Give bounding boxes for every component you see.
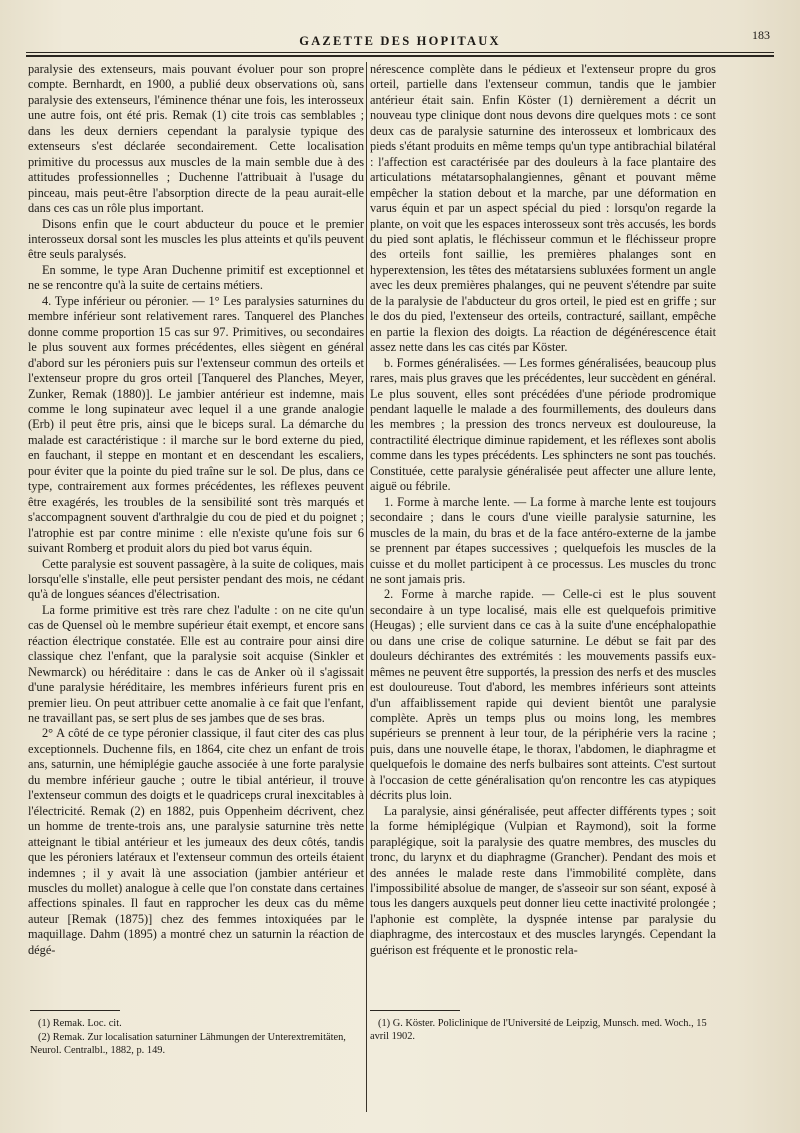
- paragraph: nérescence complète dans le pédieux et l'extenseur propre du gros orteil, partielle dans l'extenseur commun, tandis que le jambier antérieur était sain. Enfin Köster (1) dernièrement a décrit un nouveau type clinique dont nous devons dire quelques mots : ce sont deux cas de paralysie saturnine des interosseux et lombricaux des pieds s'étant produits en même temps qu'un type antibrachial bilatéral : l'affection est caractérisée par des douleurs à la face plantaire des articulations métatarsophalangiennes, gênant et pouvant même empêcher la station debout et la marche, par une déformation en varus équin et par un aspect spécial du pied : lorsqu'on regarde la plante, on voit que les espaces interosseux sont très accusés, les bords du pied sont aplatis, le fléchisseur commun et le fléchisseur propre des orteils font saillie, les premières phalanges sont en hyperextension, les têtes des métatarsiens subluxées forment un angle avec les deux premières phalanges, qui ne peuvent s'étendre par suite de la paralysie de l'abducteur du gros orteil, le pied est en griffe ; sur le dos du pied, l'extenseur des orteils, contracturé, saillant, empêche en partie la flexion des doigts. La réaction de dégénérescence était assez nette dans les cas cités par Köster.: [370, 62, 716, 355]
- paragraph: La forme primitive est très rare chez l'adulte : on ne cite qu'un cas de Quensel où le membre supérieur était exempt, et encore sans réaction électrique constatée. Elle est au contraire pour ainsi dire classique chez l'enfant, que la paralysie soit acquise (Sinkler et Newmarck) ou héréditaire : dans le cas de Anker où il s'agissait d'une paralysie héréditaire, les membres inférieurs furent pris en premier lieu. On peut attribuer cette anomalie à ce fait que l'enfant, ne travaillant pas, se sert plus de ses jambes que de ses bras.: [28, 602, 364, 726]
- footnotes-right: [370, 1010, 720, 1044]
- footnote: (2) Remak. Zur localisation saturniner Lähmungen der Unterextremitäten, Neurol. Centralbl., 1882, p. 149.: [30, 1032, 346, 1056]
- paragraph: La paralysie, ainsi généralisée, peut affecter différents types ; soit la forme hémiplégique (Vulpian et Raymond), soit la forme paraplégique, soit la paralysie des quatre membres, des muscles du tronc, du larynx et du diaphragme (Grancher). Pendant des mois et des années le malade reste dans l'immobilité complète, dans l'impossibilité absolue de manger, de s'asseoir sur son séant, exposé à tous les dangers auxquels peut donner lieu cette inactivité prolongée ; l'aphonie est complète, la dyspnée intense par paralysie du diaphragme, des intercostaux et des muscles laryngés. Cependant la guérison est fréquente et le pronostic rela-: [370, 803, 716, 957]
- header-rule-thin: [26, 52, 774, 53]
- paragraph: 2. Forme à marche rapide. — Celle-ci est le plus souvent secondaire à un type localisé, mais elle est quelquefois primitive (Heugas) ; elle survient dans ce cas à la suite d'une encéphalopathie ou dans une crise de colique saturnine. Le début se fait par des douleurs déchirantes des extrémités : les mouvements passifs eux-mêmes ne peuvent être supportés, la pression des nerfs et des muscles est douloureuse. Tout d'abord, les membres inférieurs sont atteints d'un affaiblissement rapide qui devient bientôt une paralysie complète. Après un temps plus ou moins long, les membres supérieurs se prennent à leur tour, de la périphérie vers la racine ; puis, dans une nouvelle étape, le thorax, l'abdomen, le diaphragme et quelquefois le domaine des nerfs bulbaires sont atteints. C'est surtout à l'occasion de cette généralisation qu'on rencontre les cas atypiques décrits plus loin.: [370, 587, 716, 803]
- paragraph: 2° A côté de ce type péronier classique, il faut citer des cas plus exceptionnels. Duchenne fils, en 1864, cite chez un enfant de trois ans, saturnin, une hémiplégie gauche associée à une forte paralysie du membre inférieur gauche ; outre le tibial antérieur, il trouve l'extenseur commun des doigts et le quadriceps crural inexcitables à l'électricité. Remak (2) en 1882, puis Oppenheim décrivent, chez un homme de trente-trois ans, une paralysie saturnine très nette atteignant le tibial antérieur et les jumeaux des deux côtés, tandis que les péroniers latéraux et l'extenseur commun des orteils étaient indemnes ; il y avait là une association (jambier antérieur et muscles du mollet) analogue à celle que l'on constate dans certaines affections spinales. Il faut en rapprocher les deux cas du même auteur [Remak (1875)] chez des femmes intoxiquées par le maquillage. Dahm (1895) a montré chez un saturnin la réaction de dégé-: [28, 726, 364, 957]
- running-head-title: GAZETTE DES HOPITAUX: [299, 34, 501, 48]
- left-column: [28, 62, 364, 1008]
- paragraph: 4. Type inférieur ou péronier. — 1° Les paralysies saturnines du membre inférieur sont relativement rares. Tanquerel des Planches donne comme proportion 15 cas sur 97. Primitives, ou secondaires le plus souvent aux formes précédentes, elles siègent en général d'abord sur les péroniers puis sur l'extenseur commun des orteils et l'extenseur propre du gros orteil [Tanquerel des Planches, Meyer, Zunker, Remak (1880)]. Le jambier antérieur est indemne, mais comme le long supinateur avec lequel il a une grande analogie (Erb) il peut être pris, ainsi que le biceps sural. La démarche du malade est caractéristique : il marche sur le bord externe du pied, en fauchant, il steppe en montant et en descendant les escaliers, pour éviter que la pointe du pied traîne sur le sol. De plus, dans ce type, contrairement aux formes précédentes, les réflexes peuvent être exagérés, les troubles de la sensibilité sont très marqués et s'accompagnent souvent d'arthralgie du cou de pied et du poignet ; l'atrophie est par contre minime : elle n'existe qu'une fois sur 6 suivant Romberg et produit alors du pied bot varus équin.: [28, 293, 364, 556]
- paragraph: paralysie des extenseurs, mais pouvant évoluer pour son propre compte. Bernhardt, en 1900, a publié deux observations où, sans paralysie des extenseurs, l'éminence thénar une fois, les interosseux une autre fois, ont été pris. Remak (1) cite trois cas semblables ; dans les deux derniers cependant la paralysie typique des extenseurs s'est déclarée secondairement. Cette localisation primitive du processus aux muscles de la main semble due à des attitudes professionnelles ; Duchenne l'attribuait à l'usage du pinceau, mais peut-être l'absorption directe de la peau aurait-elle dans ces cas un rôle plus important.: [28, 62, 364, 216]
- footnotes-left: [30, 1010, 360, 1058]
- column-divider: [366, 62, 367, 1112]
- footnote-rule: [30, 1010, 120, 1011]
- page-header: [26, 28, 774, 54]
- page-number: 183: [752, 28, 770, 42]
- right-column: [370, 62, 716, 1008]
- paragraph: En somme, le type Aran Duchenne primitif est exceptionnel et ne se rencontre qu'à la suite de certains métiers.: [28, 262, 364, 293]
- footnote-rule: [370, 1010, 460, 1011]
- paragraph: 1. Forme à marche lente. — La forme à marche lente est toujours secondaire ; dans le cours d'une vieille paralysie saturnine, les muscles de la main, du bras et de la face antéro-externe de la jambe se prennent par étapes successives ; quelquefois les muscles de la cuisse et du mollet participent à ce processus. Les muscles du tronc ne sont jamais pris.: [370, 494, 716, 586]
- text-columns: [28, 62, 774, 1008]
- footnote: (1) G. Köster. Policlinique de l'Université de Leipzig, Munsch. med. Woch., 15 avril 1902.: [370, 1018, 707, 1042]
- paragraph: Disons enfin que le court abducteur du pouce et le premier interosseux dorsal sont les muscles les plus atteints et qu'ils peuvent être seuls paralysés.: [28, 216, 364, 262]
- footnote: (1) Remak. Loc. cit.: [38, 1018, 122, 1029]
- header-rule-thick: [26, 55, 774, 57]
- paragraph: b. Formes généralisées. — Les formes généralisées, beaucoup plus rares, mais plus graves que les précédentes, leur succèdent en général. Le plus souvent, elles sont précédées d'une période prodromique pendant laquelle le malade a des fourmillements, des douleurs dans les membres ; la pression des troncs nerveux est douloureuse, la contractilité électrique diminue rapidement, et les réflexes sont abolis comme dans les types précédents. Les sphincters ne sont pas touchés. Constituée, cette paralysie généralisée peut affecter une allure lente, aiguë ou fébrile.: [370, 355, 716, 494]
- paragraph: Cette paralysie est souvent passagère, à la suite de coliques, mais lorsqu'elle s'installe, elle peut persister pendant des mois, ne cédant qu'à de longues séances d'électrisation.: [28, 556, 364, 602]
